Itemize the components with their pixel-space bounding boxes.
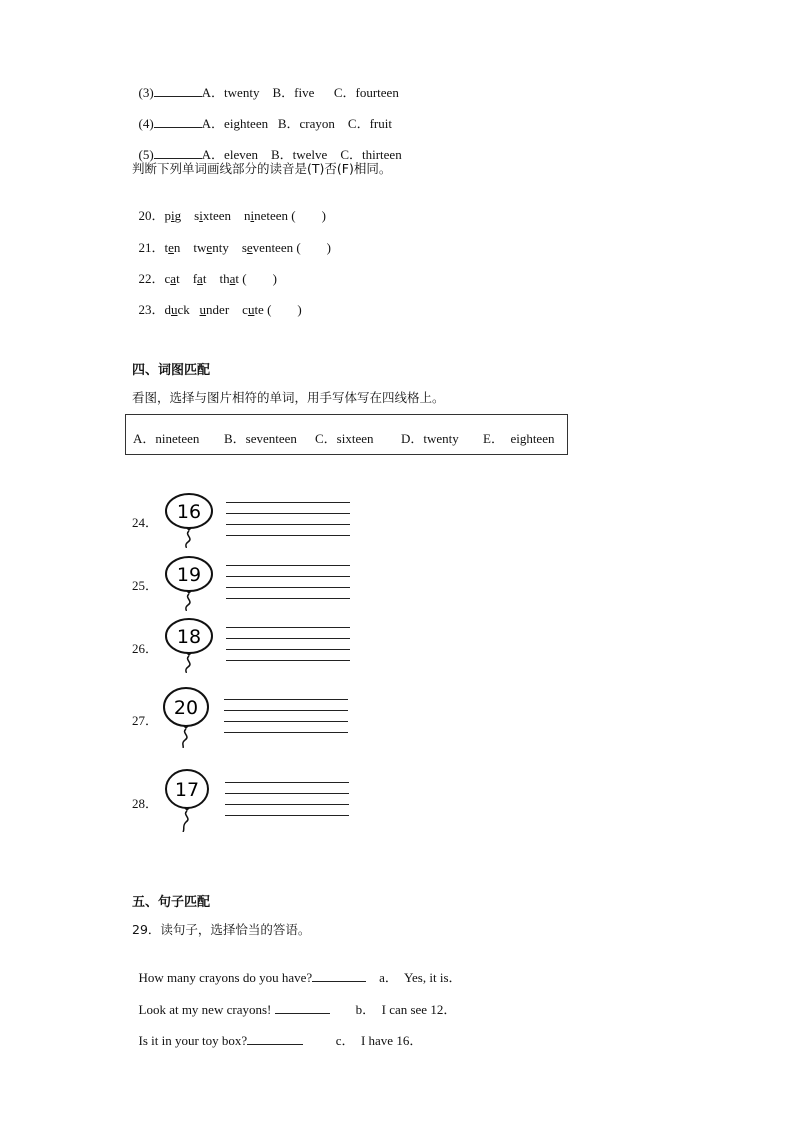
phonics-item: 20．pig sixteen nineteen ( )	[138, 208, 326, 223]
section-instruction: 看图，选择与图片相符的单词，用手写体写在四线格上。	[132, 390, 445, 405]
word-bank	[125, 414, 568, 455]
item-number: 27．	[132, 713, 159, 728]
word: that	[219, 271, 239, 286]
handwriting-lines[interactable]	[225, 782, 349, 826]
word: cat	[164, 271, 180, 286]
item-number: 24．	[132, 515, 159, 530]
section-heading: 五、句子匹配	[132, 895, 211, 910]
answer-blank[interactable]	[154, 84, 202, 97]
item-number: 28．	[132, 796, 159, 811]
balloon-icon	[162, 492, 214, 548]
phonics-item: 22．cat fat that ( )	[138, 271, 277, 286]
word: duck	[164, 302, 190, 317]
option-a: A．nineteen	[133, 431, 200, 446]
question-instruction: 29．读句子，选择恰当的答语。	[132, 922, 311, 937]
balloon-number: 16	[176, 501, 202, 523]
answer-blank[interactable]	[247, 1032, 303, 1045]
word: fat	[192, 271, 207, 286]
section-heading: 四、词图匹配	[132, 363, 211, 378]
phonics-item: 21．ten twenty seventeen ( )	[138, 240, 332, 255]
answer-blank[interactable]	[275, 1001, 330, 1014]
word: cute	[242, 302, 264, 317]
balloon-number: 19	[176, 564, 202, 586]
balloon-number: 18	[176, 626, 202, 648]
word: sixteen	[194, 208, 231, 223]
match-row: Look at my new crayons! b． I can see 12．	[138, 1002, 457, 1017]
choice-item: (3) A．twenty B．five C．fourteen	[138, 85, 399, 100]
balloon-icon	[160, 686, 212, 748]
answer-blank[interactable]	[154, 146, 202, 159]
answer-paren[interactable]: ( )	[291, 208, 326, 223]
balloon-number: 17	[174, 779, 200, 801]
handwriting-lines[interactable]	[226, 502, 350, 546]
handwriting-lines[interactable]	[226, 565, 350, 609]
word: twenty	[193, 240, 229, 255]
phonics-instruction: 判断下列单词画线部分的读音是(T)否(F)相同。	[132, 161, 392, 176]
option-b: B．seventeen	[224, 431, 297, 446]
word: seventeen	[241, 240, 294, 255]
word: under	[199, 302, 230, 317]
answer-paren[interactable]: ( )	[267, 302, 302, 317]
handwriting-lines[interactable]	[224, 699, 348, 743]
option-e: E． eighteen	[483, 431, 555, 446]
choice-item: (4) A．eighteen B．crayon C．fruit	[138, 116, 392, 131]
answer-blank[interactable]	[312, 969, 366, 982]
match-row: How many crayons do you have? a． Yes, it is．	[138, 970, 462, 985]
item-number: 26．	[132, 641, 159, 656]
word: ten	[164, 240, 181, 255]
word: pig	[164, 208, 182, 223]
choice-item: (5) A．eleven B．twelve C．thirteen	[138, 147, 402, 162]
answer-paren[interactable]: ( )	[242, 271, 277, 286]
option-d: D．twenty	[401, 431, 459, 446]
answer-blank[interactable]	[154, 115, 202, 128]
balloon-number: 20	[173, 697, 199, 719]
answer-paren[interactable]: ( )	[296, 240, 332, 255]
item-number: 25．	[132, 578, 159, 593]
balloon-icon	[162, 555, 214, 611]
option-c: C．sixteen	[315, 431, 374, 446]
handwriting-lines[interactable]	[226, 627, 350, 671]
word: nineteen	[243, 208, 289, 223]
phonics-item: 23．duck under cute ( )	[138, 302, 302, 317]
balloon-icon	[162, 617, 214, 673]
balloon-icon	[162, 768, 212, 832]
match-row: Is it in your toy box? c． I have 16．	[138, 1033, 423, 1048]
